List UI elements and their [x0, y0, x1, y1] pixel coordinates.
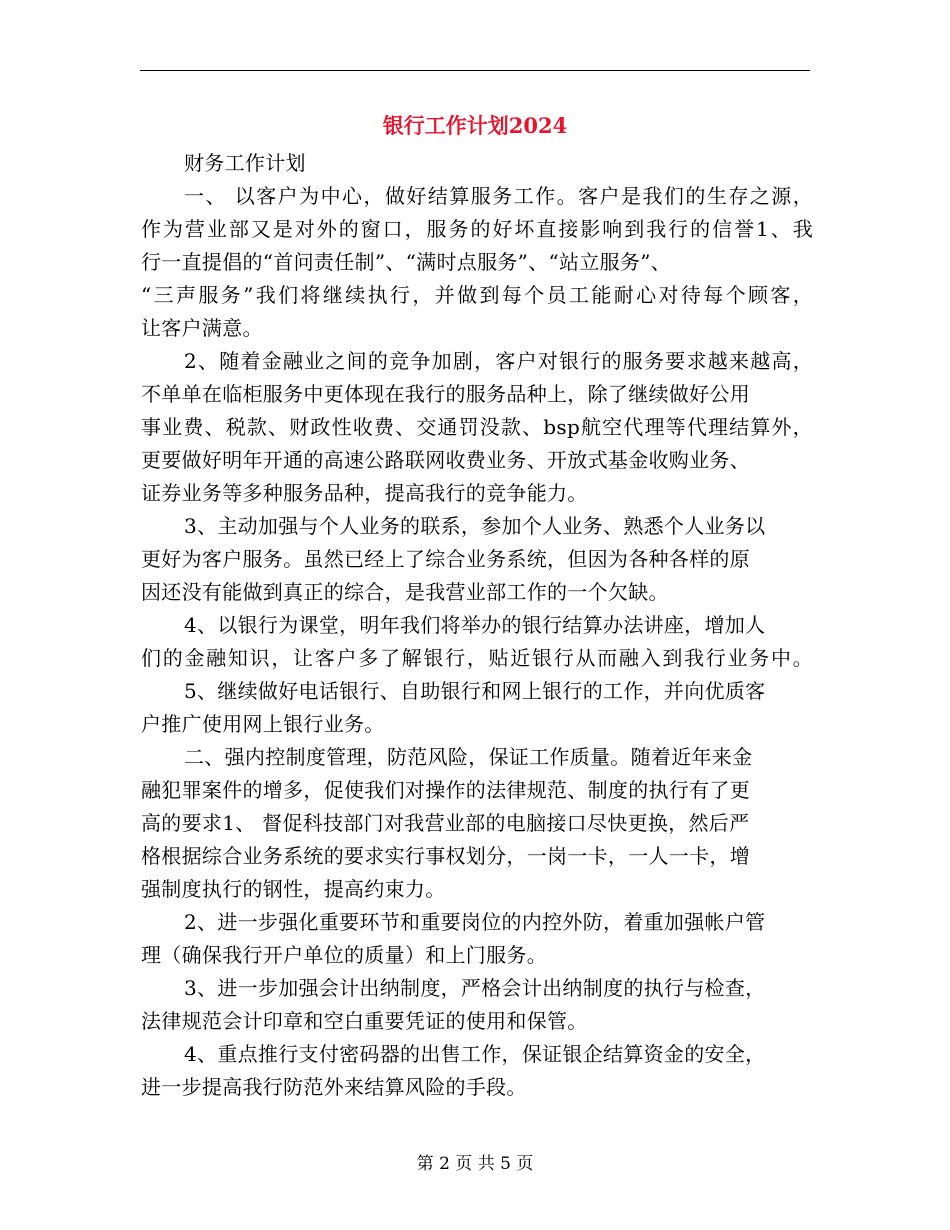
section-heading: 财务工作计划: [184, 151, 306, 175]
text-line: 进一步提高我行防范外来结算风险的手段。: [141, 1075, 527, 1099]
text-line: 强制度执行的钢性，提高约束力。: [141, 877, 446, 901]
text-line: 行一直提倡的“首问责任制”、“满时点服务”、“站立服务”、: [141, 250, 672, 274]
text-line: 不单单在临柜服务中更体现在我行的服务品种上，除了继续做好公用: [141, 382, 750, 406]
text-line: 更要做好明年开通的高速公路联网收费业务、开放式基金收购业务、: [141, 448, 750, 472]
text-line: 5、继续做好电话银行、自助银行和网上银行的工作，并向优质客: [184, 679, 766, 703]
text-line: 融犯罪案件的增多，促使我们对操作的法律规范、制度的执行有了更: [141, 778, 750, 802]
text-line: 2、随着金融业之间的竞争加剧，客户对银行的服务要求越来越高，: [184, 349, 813, 373]
text-line: 3、主动加强与个人业务的联系，参加个人业务、熟悉个人业务以: [184, 514, 766, 538]
text-line: 4、重点推行支付密码器的出售工作，保证银企结算资金的安全，: [184, 1042, 766, 1066]
text-line: 高的要求1、 督促科技部门对我营业部的电脑接口尽快更换，然后严: [141, 811, 750, 835]
text-line: 4、以银行为课堂，明年我们将举办的银行结算办法讲座，增加人: [184, 613, 766, 637]
text-line: 证券业务等多种服务品种，提高我行的竞争能力。: [141, 481, 588, 505]
document-body: [141, 147, 813, 1104]
text-line: 理（确保我行开户单位的质量）和上门服务。: [141, 943, 547, 967]
page-footer: 第 2 页 共 5 页: [416, 1154, 534, 1174]
text-line: 因还没有能做到真正的综合，是我营业部工作的一个欠缺。: [141, 580, 669, 604]
page-title: 银行工作计划2024: [382, 113, 568, 138]
text-line: 2、进一步强化重要环节和重要岗位的内控外防，着重加强帐户管: [184, 910, 766, 934]
text-line: 让客户满意。: [141, 316, 263, 340]
text-line: 作为营业部又是对外的窗口，服务的好坏直接影响到我行的信誉1、我: [141, 217, 813, 241]
text-line: 更好为客户服务。虽然已经上了综合业务系统，但因为各种各样的原: [141, 547, 750, 571]
section-heading: 二、强内控制度管理，防范风险，保证工作质量。随着近年来金: [184, 745, 753, 769]
text-line: 们的金融知识，让客户多了解银行，贴近银行从而融入到我行业务中。: [141, 646, 813, 670]
header-rule: [140, 70, 810, 71]
text-line: “三声服务”我们将继续执行，并做到每个员工能耐心对待每个顾客，: [141, 283, 813, 307]
text-line: 3、进一步加强会计出纳制度，严格会计出纳制度的执行与检查，: [184, 976, 766, 1000]
text-line: 法律规范会计印章和空白重要凭证的使用和保管。: [141, 1009, 588, 1033]
text-line: 户推广使用网上银行业务。: [141, 712, 385, 736]
text-line: 事业费、税款、财政性收费、交通罚没款、bsp航空代理等代理结算外，: [141, 415, 813, 439]
text-line: 一、 以客户为中心，做好结算服务工作。客户是我们的生存之源，: [184, 184, 813, 208]
text-line: 格根据综合业务系统的要求实行事权划分，一岗一卡，一人一卡，增: [141, 844, 750, 868]
